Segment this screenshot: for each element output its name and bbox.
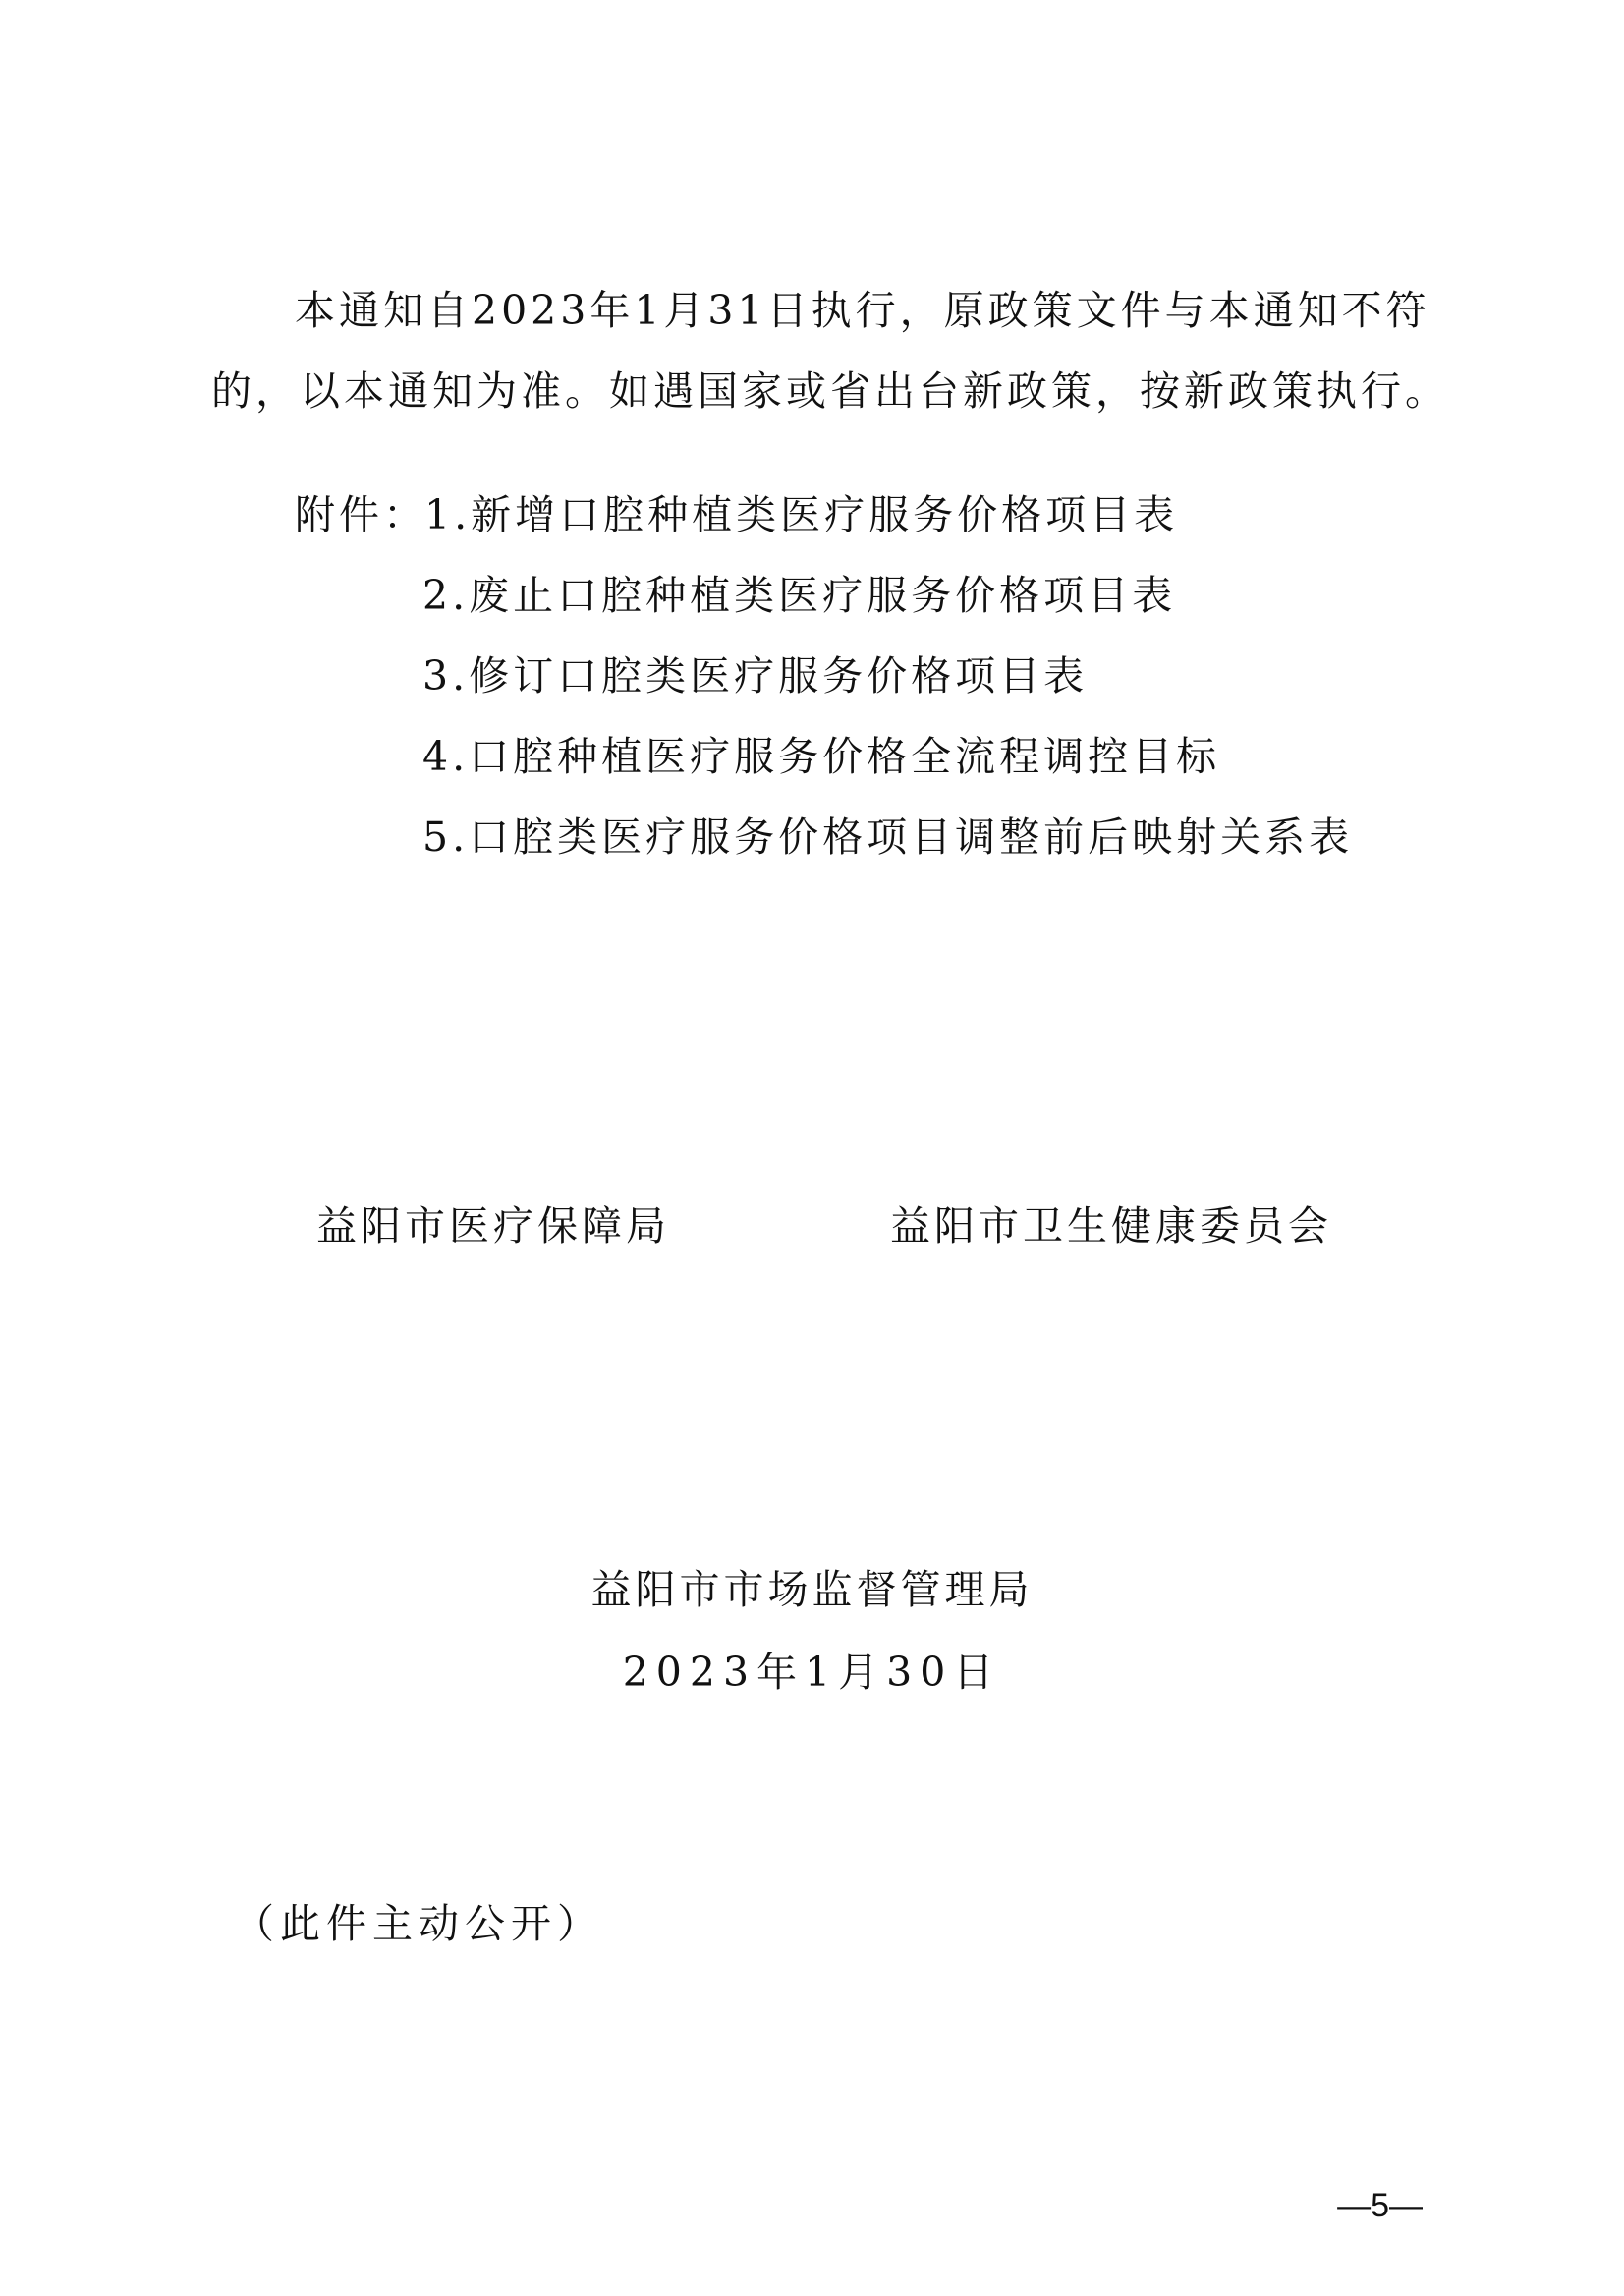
signatory-market-supervision-bureau: 益阳市市场监督管理局 — [590, 1566, 1034, 1613]
signatory-medical-security-bureau: 益阳市医疗保障局 — [316, 1203, 670, 1250]
attachment-item: 3.修订口腔类医疗服务价格项目表 — [422, 652, 1089, 700]
attachment-item: 2.废止口腔种植类医疗服务价格项目表 — [422, 572, 1177, 619]
signatory-health-commission: 益阳市卫生健康委员会 — [890, 1203, 1332, 1250]
attachment-item: 5.口腔类医疗服务价格项目调整前后映射关系表 — [422, 813, 1354, 861]
body-paragraph-line-2: 的，以本通知为准。如遇国家或省出台新政策，按新政策执行。 — [211, 367, 1449, 415]
disclosure-note: （此件主动公开） — [234, 1900, 603, 1947]
page-number: —5— — [1337, 2187, 1423, 2224]
attachment-item: 1.新增口腔种植类医疗服务价格项目表 — [424, 491, 1179, 538]
attachments-heading: 附件： — [295, 491, 427, 538]
body-paragraph-line-1: 本通知自2023年1月31日执行，原政策文件与本通知不符 — [295, 287, 1430, 334]
attachment-item: 4.口腔种植医疗服务价格全流程调控目标 — [422, 733, 1221, 780]
issue-date: 2023年1月30日 — [622, 1649, 1002, 1696]
